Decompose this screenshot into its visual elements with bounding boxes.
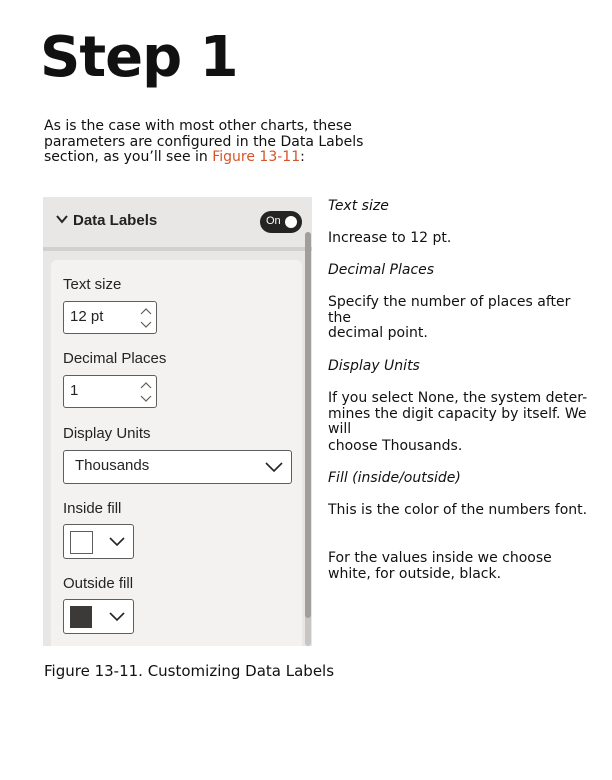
decimal-places-stepper[interactable] (63, 375, 157, 408)
text-size-stepper[interactable] (63, 301, 157, 334)
note-decimal-body-2: decimal point. (328, 325, 428, 341)
chevron-down-icon[interactable] (109, 536, 125, 547)
outside-fill-swatch (70, 606, 92, 628)
outside-fill-label: Outside fill (63, 575, 134, 592)
note-units-body: If you select None, the system deter- mines the digit capacity by itself. We will (328, 390, 588, 437)
inside-fill-label: Inside fill (63, 500, 122, 517)
text-size-value: 12 pt (70, 308, 104, 325)
decimal-places-value: 1 (70, 382, 79, 399)
note-text-size-heading: Text size (328, 198, 389, 214)
section-title: Data Labels (73, 212, 158, 229)
display-units-label: Display Units (63, 425, 151, 442)
chevron-down-icon[interactable] (109, 611, 125, 622)
stepper-arrows-icon[interactable] (140, 306, 152, 330)
decimal-places-label: Decimal Places (63, 350, 167, 367)
data-labels-panel (43, 197, 312, 646)
inside-fill-color-picker[interactable] (63, 524, 134, 559)
outside-fill-color-picker[interactable] (63, 599, 134, 634)
intro-paragraph (44, 119, 414, 166)
intro-text: As is the case with most other charts, these parameters are configured in the Data Labels section, as you’ll see in (44, 118, 364, 165)
chevron-down-icon[interactable] (265, 461, 283, 473)
page-title: Step 1 (40, 25, 238, 90)
note-units-heading: Display Units (328, 358, 420, 374)
figure-caption: Figure 13-11. Customizing Data Labels (44, 662, 335, 680)
note-text-size-body: Increase to 12 pt. (328, 230, 452, 246)
intro-text-end: : (300, 149, 305, 165)
note-fill-heading: Fill (inside/outside) (328, 470, 461, 486)
note-decimal-body: Specify the number of places after the (328, 294, 571, 326)
toggle-label: On (266, 215, 281, 227)
figure-reference-link[interactable]: Figure 13-11 (212, 149, 301, 165)
display-units-value: Thousands (75, 457, 150, 474)
text-size-label: Text size (63, 276, 122, 293)
display-units-dropdown[interactable] (63, 450, 292, 484)
stepper-arrows-icon[interactable] (140, 380, 152, 404)
scrollbar-thumb[interactable] (305, 232, 311, 618)
header-divider (43, 247, 312, 251)
section-header[interactable] (43, 197, 312, 247)
data-labels-toggle[interactable] (260, 211, 302, 233)
note-fill-body: This is the color of the numbers font. (328, 502, 588, 518)
toggle-knob (285, 216, 297, 228)
note-fill-body-2: For the values inside we choose white, for outside, black. (328, 550, 552, 582)
chevron-down-icon[interactable] (55, 212, 69, 226)
settings-card (51, 260, 302, 646)
note-decimal-heading: Decimal Places (328, 262, 435, 278)
inside-fill-swatch (70, 531, 93, 554)
note-units-body-2: choose Thousands. (328, 438, 463, 454)
